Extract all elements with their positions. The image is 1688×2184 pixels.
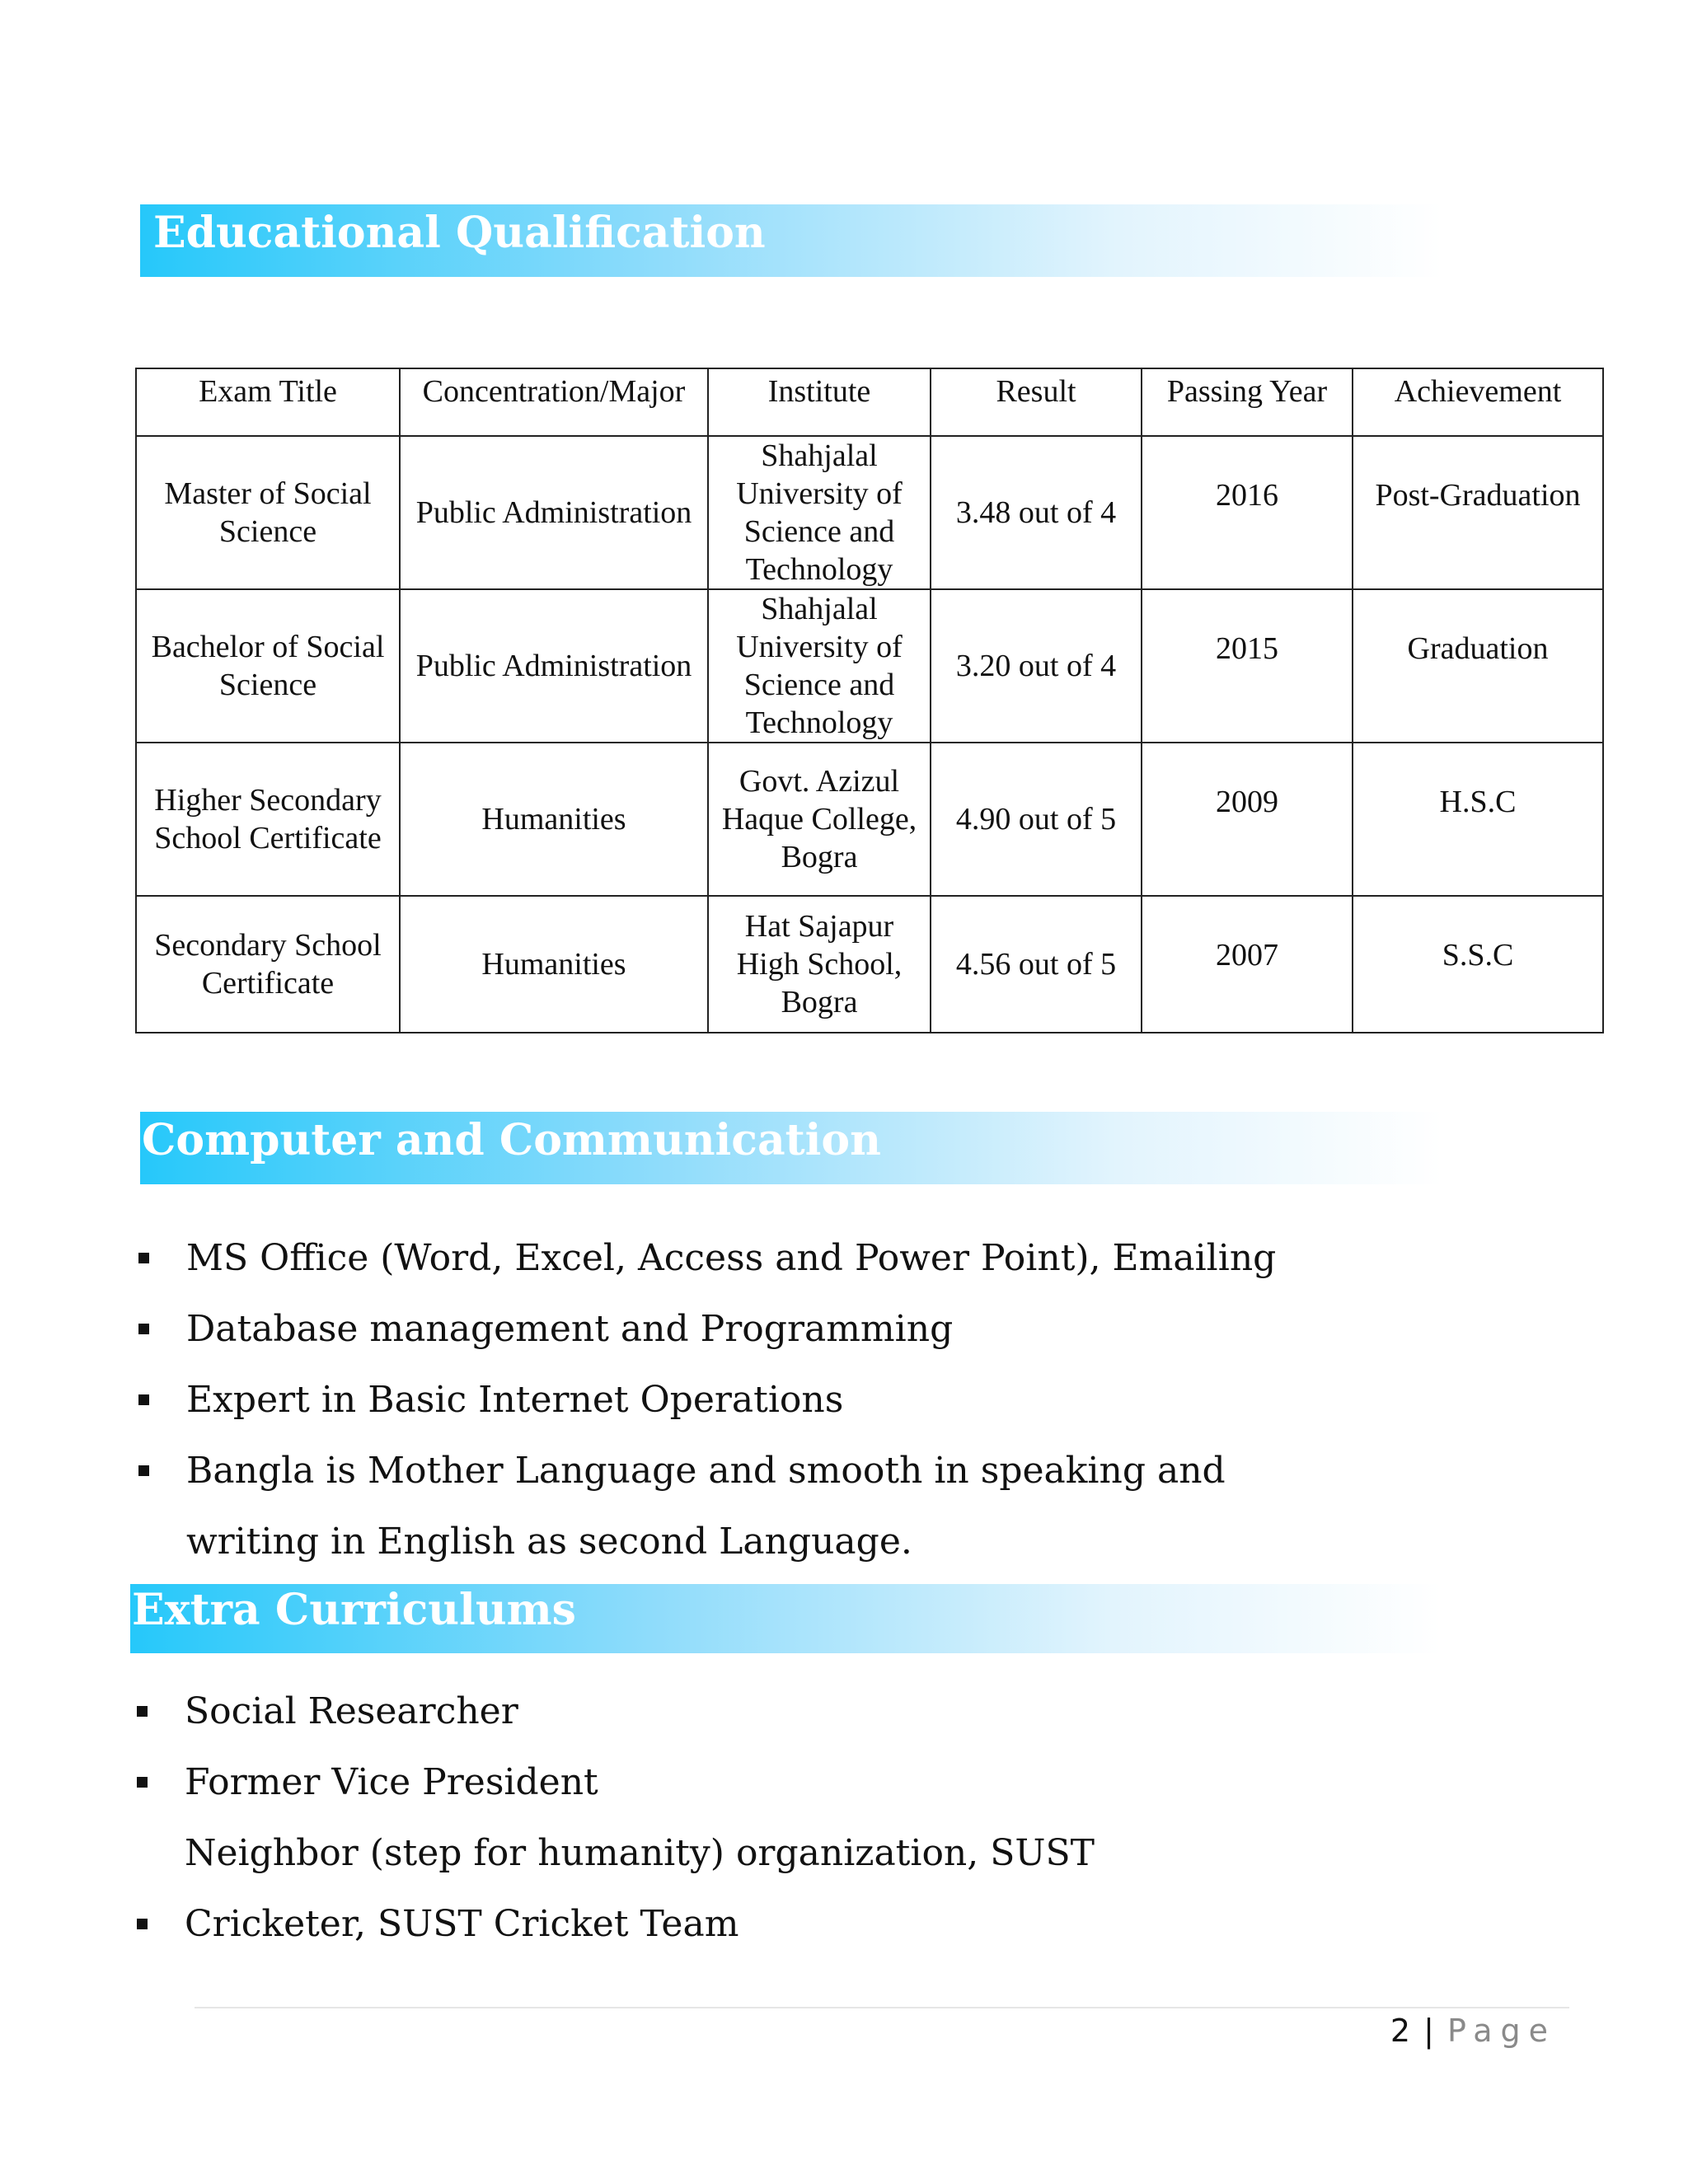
list-item: [137, 1436, 1538, 1577]
education-table: [135, 368, 1604, 1033]
table-row: [136, 896, 1603, 1033]
header-exam-title: Exam Title: [136, 368, 400, 436]
cell-exam: Higher Secondary School Certificate: [136, 743, 400, 896]
cell-achievement: Post-Graduation: [1353, 436, 1603, 589]
bullet-square-icon: [137, 1706, 148, 1717]
header-result: Result: [931, 368, 1142, 436]
computer-skills-list: [137, 1223, 1538, 1577]
table-row: [136, 589, 1603, 743]
cell-exam: Master of Social Science: [136, 436, 400, 589]
table-header-row: [136, 368, 1603, 436]
cell-institute: Shahjalal University of Science and Technology: [708, 436, 931, 589]
header-institute: Institute: [708, 368, 931, 436]
cell-result: 4.90 out of 5: [931, 743, 1142, 896]
bullet-square-icon: [138, 1394, 149, 1405]
cell-achievement: S.S.C: [1353, 896, 1603, 1033]
table-row: [136, 436, 1603, 589]
section-header-extra: [130, 1584, 1441, 1653]
header-achievement: Achievement: [1353, 368, 1603, 436]
page-label: Page: [1447, 2013, 1556, 2049]
list-item-text: MS Office (Word, Excel, Access and Power Point), Emailing: [186, 1237, 1277, 1279]
cell-institute: Shahjalal University of Science and Technology: [708, 589, 931, 743]
list-item: [135, 1676, 1536, 1747]
list-item: [135, 1889, 1536, 1960]
bullet-square-icon: [138, 1324, 149, 1334]
cell-result: 3.48 out of 4: [931, 436, 1142, 589]
section-title-extra: Extra Curriculums: [132, 1585, 576, 1635]
page-separator: |: [1423, 2013, 1436, 2049]
cell-year: 2007: [1142, 896, 1353, 1033]
table-row: [136, 743, 1603, 896]
page-number-footer: [1390, 2013, 1556, 2049]
cell-exam: Bachelor of Social Science: [136, 589, 400, 743]
footer-divider: [195, 2007, 1569, 2008]
cell-achievement: Graduation: [1353, 589, 1603, 743]
list-item-text: Database management and Programming: [186, 1308, 954, 1350]
section-title-education: Educational Qualification: [153, 208, 766, 258]
list-item: [137, 1223, 1538, 1294]
cell-major: Humanities: [400, 896, 708, 1033]
list-item-text: Expert in Basic Internet Operations: [186, 1379, 844, 1421]
bullet-square-icon: [138, 1465, 149, 1476]
cell-institute: Govt. Azizul Haque College, Bogra: [708, 743, 931, 896]
cell-major: Humanities: [400, 743, 708, 896]
page-number: 2: [1390, 2013, 1412, 2049]
cell-year: 2009: [1142, 743, 1353, 896]
cell-major: Public Administration: [400, 436, 708, 589]
header-concentration: Concentration/Major: [400, 368, 708, 436]
section-header-education: [140, 204, 1442, 277]
list-item: [137, 1365, 1538, 1436]
bullet-square-icon: [138, 1253, 149, 1263]
cell-exam: Secondary School Certificate: [136, 896, 400, 1033]
header-passing-year: Passing Year: [1142, 368, 1353, 436]
list-item-text: Former Vice President: [185, 1761, 598, 1803]
section-title-computer: Computer and Communication: [142, 1115, 881, 1165]
cell-year: 2016: [1142, 436, 1353, 589]
cell-major: Public Administration: [400, 589, 708, 743]
bullet-square-icon: [137, 1919, 148, 1929]
list-item-text: Bangla is Mother Language and smooth in speaking and writing in English as second Language.: [186, 1450, 1226, 1563]
list-item-text: Cricketer, SUST Cricket Team: [185, 1903, 739, 1945]
list-item: [137, 1294, 1538, 1365]
list-item-subtext: Neighbor (step for humanity) organization, SUST: [185, 1832, 1095, 1874]
list-item: [135, 1747, 1536, 1889]
cell-institute: Hat Sajapur High School, Bogra: [708, 896, 931, 1033]
bullet-square-icon: [137, 1777, 148, 1788]
section-header-computer: [140, 1112, 1442, 1184]
list-item-text: Social Researcher: [185, 1690, 518, 1732]
extra-curricular-list: [135, 1676, 1536, 1960]
cell-result: 4.56 out of 5: [931, 896, 1142, 1033]
cell-year: 2015: [1142, 589, 1353, 743]
cell-achievement: H.S.C: [1353, 743, 1603, 896]
cell-result: 3.20 out of 4: [931, 589, 1142, 743]
